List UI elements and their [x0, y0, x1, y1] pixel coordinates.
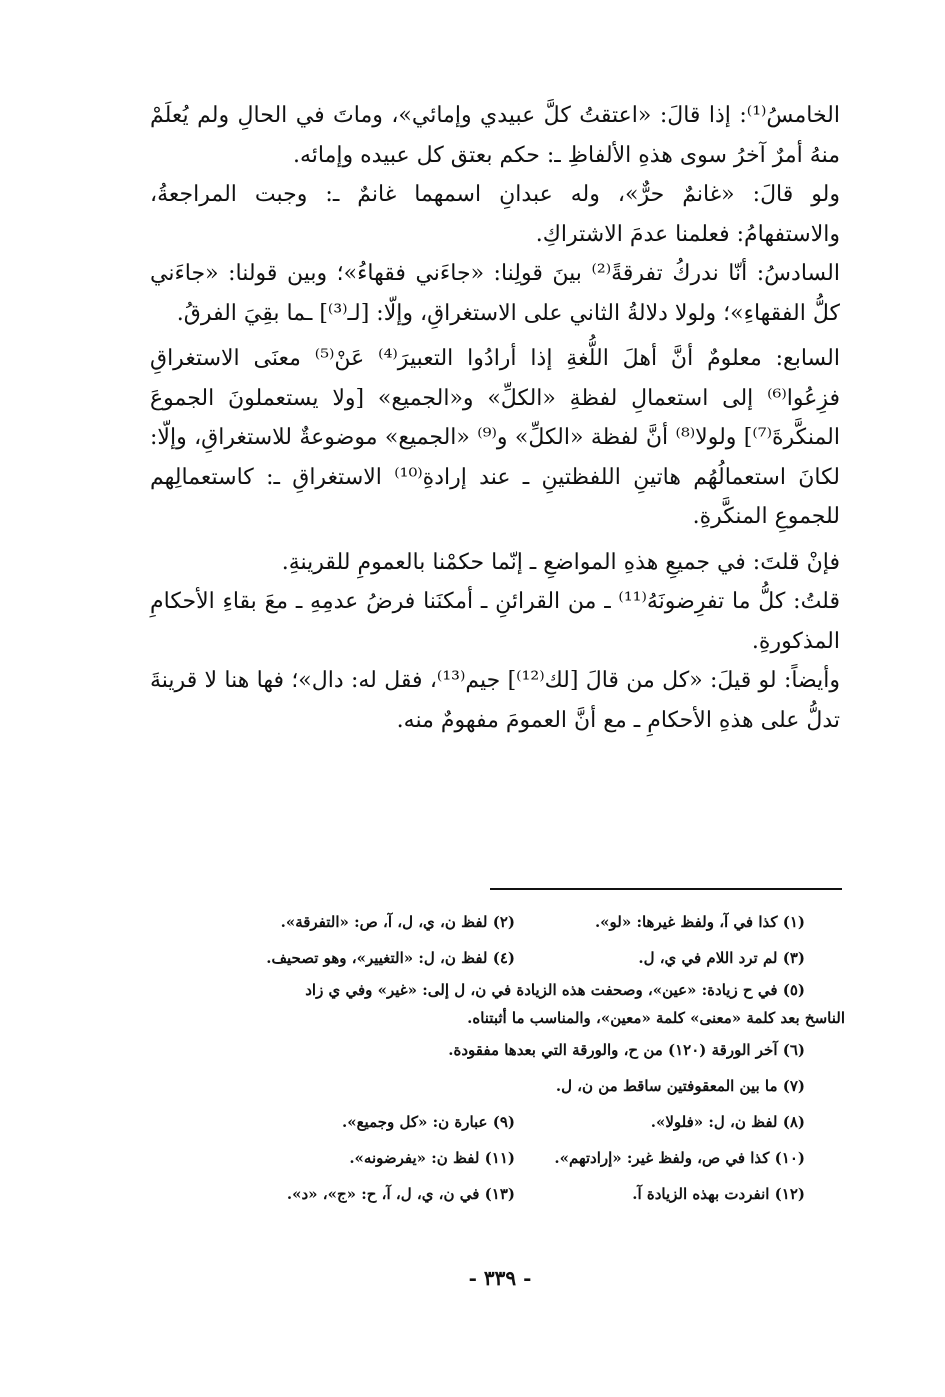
footnote-6: (٦) آخر الورقة (١٢٠) من ح، والورقة التي بعدها مفقودة. [448, 1041, 805, 1059]
footnote-3: (٣) لم ترد اللام في ي، ل. [638, 949, 805, 967]
footnote-9: (٩) عبارة ن: «كل وجميع». [341, 1113, 515, 1131]
footnote-5-line-2: الناسخ بعد كلمة «معنى» كلمة «معين»، والمناسب ما أثبتناه. [467, 1009, 845, 1027]
page-number: - ٣٣٩ - [468, 1266, 532, 1290]
footnote-row [140, 1140, 845, 1176]
footnote-2: (٢) لفظ ن، ي، ل، آ، ص: «التفرقة». [280, 913, 515, 931]
footnote-row [140, 940, 845, 976]
paragraph-fifth: الخامسُ⁽¹⁾: إذا قالَ: «اعتقتُ كلَّ عبيدي وإمائي»، وماتَ في الحالِ ولم يُعلَمْ منهُ أمرٌ آخرُ سوى هذهِ الألفاظِ ـ: حكم بعتق كل عبيده وإمائه. [150, 103, 840, 168]
footnotes [140, 904, 845, 1212]
footnote-row [140, 1104, 845, 1140]
footnote-row [140, 1176, 845, 1212]
footnote-5-line-1: (٥) في ح زيادة: «عين»، وصحفت هذه الزيادة في ن، ل إلى: «غير» وفي ي زاد [305, 981, 805, 999]
paragraph-ghanim: ولو قالَ: «غانمٌ حرٌّ»، وله عبدانِ اسمهما غانمٌ ـ: وجبت المراجعةُ، والاستفهامُ: فعلمنا عدمَ الاشتراكِ. [150, 182, 840, 247]
footnote-4: (٤) لفظ ن، ل: «التغيير»، وهو تصحيف. [266, 949, 515, 967]
paragraph-reply: قلتُ: كلُّ ما تفرِضونَهُ⁽¹¹⁾ ـ من القرائنِ ـ أمكنَنا فرضُ عدمِهِ ـ معَ بقاءِ الأحكامِ المذكورةِ. [150, 589, 840, 654]
paragraph-sixth: السادسُ: أنّا ندركُ تفرقةً⁽²⁾ بينَ قولِنا: «جاءَني فقهاءُ»؛ وبين قولنا: «جاءَني كلُّ الفقهاءِ»؛ ولولا دلالةُ الثاني على الاستغراقِ، وإلّا: [لـ⁽³⁾] ـما بقِيَ الفرقُ. [150, 261, 840, 326]
footnote-8: (٨) لفظ ن، ل: «فلولا». [650, 1113, 805, 1131]
footnote-divider [490, 888, 842, 890]
paragraph-also: وأيضاً: لو قيلَ: «كل من قالَ [لك⁽¹²⁾] جيم⁽¹³⁾، فقل له: دال»؛ فها هنا لا قرينةَ تدلُّ على هذهِ الأحكامِ ـ مع أنَّ العمومَ مفهومٌ منه. [150, 668, 840, 733]
footnote-13: (١٣) في ن، ي، ل، آ، ح: «ج»، «د». [286, 1185, 515, 1203]
footnote-12: (١٢) انفردت بهذه الزيادة آ. [632, 1185, 805, 1203]
footnote-1: (١) كذا في آ، ولفظ غيرها: «لو». [594, 913, 805, 931]
paragraph-seventh: السابع: معلومٌ أنَّ أهلَ اللُّغةِ إذا أرادُوا التعبيرَ⁽⁴⁾ عَنْ⁽⁵⁾ معنَى الاستغراقِ فزِعُوا⁽⁶⁾ إلى استعمالِ لفظةِ «الكلِّ» و«الجميع» [ولا يستعملونَ الجموعَ المنكَّرةَ⁽⁷⁾] ولولا⁽⁸⁾ أنَّ لفظة «الكلِّ» و⁽⁹⁾ «الجميع» موضوعةٌ للاستغراقِ، وإلّا: لكانَ استعمالُهُم هاتينِ اللفظتينِ ـ عند إرادةِ⁽¹⁰⁾ الاستغراقِ ـ: كاستعمالِهم للجموعِ المنكَّرةِ. [150, 346, 840, 529]
footnote-row [140, 904, 845, 940]
footnote-11: (١١) لفظ ن: «يفرضونه». [349, 1149, 515, 1167]
paragraph-objection: فإنْ قلتَ: في جميعِ هذهِ المواضعِ ـ إنّما حكمْنا بالعمومِ للقرينةِ. [281, 549, 840, 575]
footnote-7: (٧) ما بين المعقوفتين ساقط من ن، ل. [555, 1077, 805, 1095]
footnote-10: (١٠) كذا في ص، ولفظ غير: «إرادتهم». [554, 1149, 805, 1167]
main-text [150, 96, 840, 740]
